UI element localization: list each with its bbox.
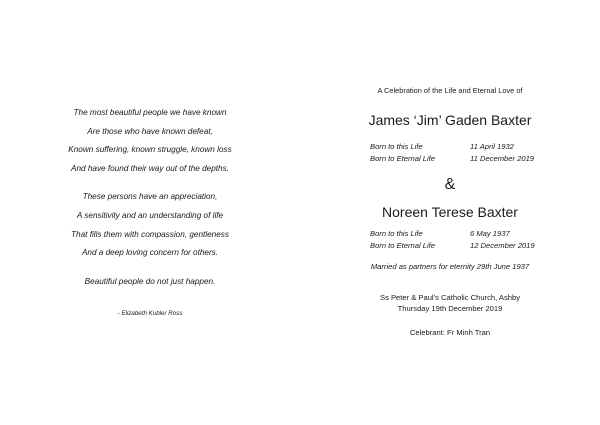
venue-church: Ss Peter & Paul’s Catholic Church, Ashby <box>380 293 520 302</box>
born-label: Born to this Life <box>370 142 423 151</box>
eternal-label: Born to Eternal Life <box>370 153 436 163</box>
poem-line: These persons have an appreciation, <box>82 192 218 202</box>
eternal-label: Born to Eternal Life <box>370 240 436 250</box>
person2-name: Noreen Terese Baxter <box>382 204 518 220</box>
poem-line: Beautiful people do not just happen. <box>84 276 216 286</box>
poem-line: The most beautiful people we have known <box>73 108 227 117</box>
poem-line: Are those who have known defeat, <box>87 126 213 136</box>
married-note: Married as partners for eternity 29th June 1937 <box>370 262 530 271</box>
poem-line: Known suffering, known struggle, known loss <box>68 145 232 155</box>
poem-stanza-2 <box>0 188 300 262</box>
poem <box>0 104 300 301</box>
ampersand: & <box>444 176 456 193</box>
poem-stanza-1 <box>0 104 300 178</box>
person1-born-row <box>370 141 540 153</box>
born-label: Born to this Life <box>370 229 423 238</box>
person2-born-row <box>370 228 540 240</box>
person1-dates <box>370 141 540 164</box>
eternal-date: 11 December 2019 <box>470 153 535 163</box>
poem-line: That fills them with compassion, gentleness <box>71 229 229 239</box>
poem-attribution: - Elizabeth Kubler Ross <box>117 310 183 317</box>
right-page <box>300 0 600 425</box>
person1-eternal-row <box>370 153 540 165</box>
venue <box>300 292 600 314</box>
celebrant: Celebrant: Fr Minh Tran <box>409 328 491 337</box>
poem-line: A sensitivity and an understanding of life <box>76 210 224 220</box>
person2-eternal-row <box>370 240 540 252</box>
eternal-date: 12 December 2019 <box>470 240 535 250</box>
person1-name: James ‘Jim’ Gaden Baxter <box>368 112 532 128</box>
born-date: 6 May 1937 <box>470 229 510 238</box>
celebration-intro: A Celebration of the Life and Eternal Love of <box>377 86 523 95</box>
person2-dates <box>370 228 540 251</box>
poem-line: And have found their way out of the depths. <box>71 163 229 173</box>
born-date: 11 April 1932 <box>470 142 514 151</box>
poem-line: And a deep loving concern for others. <box>81 248 219 258</box>
venue-date: Thursday 19th December 2019 <box>397 304 503 313</box>
poem-stanza-3 <box>0 273 300 292</box>
